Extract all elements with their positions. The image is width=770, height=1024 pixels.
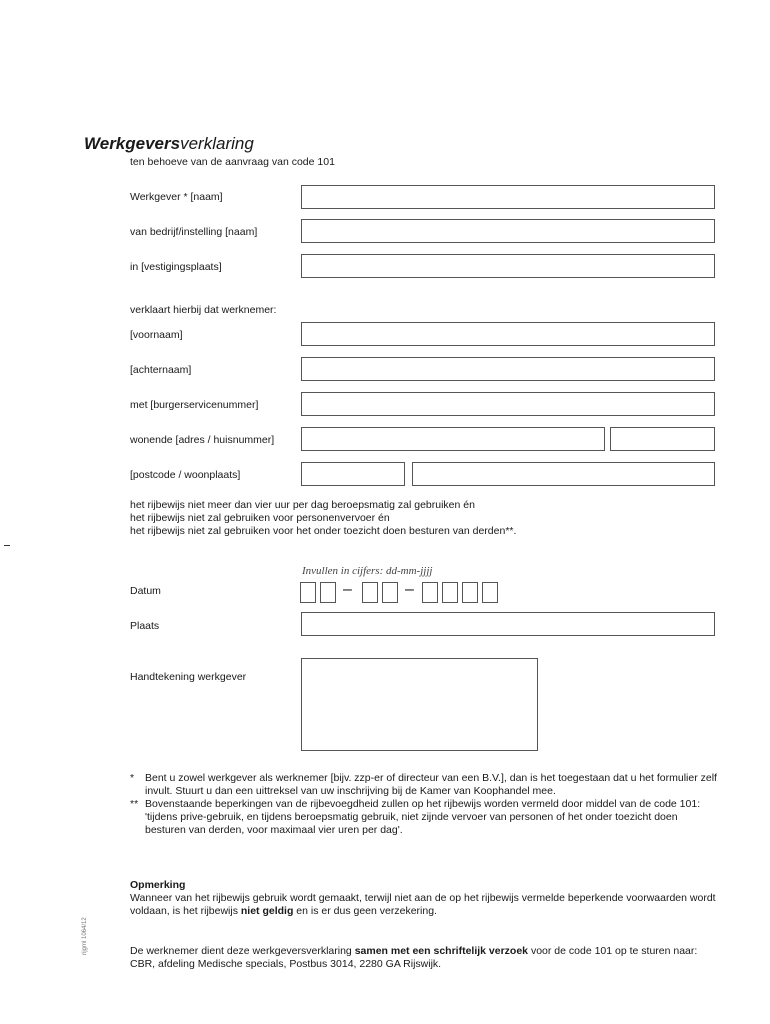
employer-name-field[interactable] [301,185,715,209]
bsn-field[interactable] [301,392,715,416]
place-label: Plaats [130,620,160,632]
postcode-city-label: [postcode / woonplaats] [130,469,241,481]
submission-instruction [130,945,720,971]
employer-name-label: Werkgever * [naam] [130,191,223,203]
signature-box[interactable] [301,658,538,751]
page-title [84,134,254,154]
date-year-digit-2[interactable] [442,582,458,603]
postcode-field[interactable] [301,462,405,486]
date-separator-1: – [343,581,352,598]
date-year-digit-3[interactable] [462,582,478,603]
remark-section [130,879,720,918]
remark-heading: Opmerking [130,879,186,891]
footnote-mark-1: * [130,772,135,784]
subtitle: ten behoeve van de aanvraag van code 101 [130,156,335,168]
margin-mark [4,545,10,546]
company-name-label: van bedrijf/instelling [naam] [130,226,258,238]
remark-bold: niet geldig [240,905,294,917]
footnote-text-2: Bovenstaande beperkingen van de rijbevoegdheid zullen op het rijbewijs worden vermeld door middel van de code 101: 'tijdens prive-gebruik, en tijdens beroepsmatig gebruik, niet zijnde vervoer van personen of het onder toezicht doen besturen van derden, voor maximaal vier uren per dag'. [145,798,701,836]
statement-3: het rijbewijs niet zal gebruiken voor het onder toezicht doen besturen van derden**. [130,525,517,537]
first-name-field[interactable] [301,322,715,346]
footnote-mark-2: ** [130,798,139,810]
date-month-digit-2[interactable] [382,582,398,603]
date-month-digit-1[interactable] [362,582,378,603]
footnote-2 [130,798,720,837]
form-code: rijgml 1064/12 [82,917,88,955]
date-format-hint: Invullen in cijfers: dd-mm-jjjj [302,565,433,577]
remark-text-after: en is er dus geen verzekering. [293,905,437,917]
declares-text: verklaart hierbij dat werknemer: [130,304,277,316]
location-field[interactable] [301,254,715,278]
footnote-1 [130,772,720,798]
date-day-digit-2[interactable] [320,582,336,603]
remark-text [130,892,720,918]
first-name-label: [voornaam] [130,329,183,341]
statement-2: het rijbewijs niet zal gebruiken voor personenvervoer én [130,512,390,524]
date-separator-2: – [405,581,414,598]
address-field[interactable] [301,427,605,451]
last-name-label: [achternaam] [130,364,192,376]
date-label: Datum [130,585,161,597]
date-year-digit-1[interactable] [422,582,438,603]
date-year-digit-4[interactable] [482,582,498,603]
house-number-field[interactable] [610,427,715,451]
final-bold: samen met een schriftelijk verzoek [354,945,529,957]
last-name-field[interactable] [301,357,715,381]
company-name-field[interactable] [301,219,715,243]
address-label: wonende [adres / huisnummer] [130,434,275,446]
city-field[interactable] [412,462,715,486]
final-text-before: De werknemer dient deze werkgeversverklaring [130,945,355,957]
statement-1: het rijbewijs niet meer dan vier uur per dag beroepsmatig zal gebruiken én [130,499,475,511]
signature-label: Handtekening werkgever [130,671,247,683]
title-rest: verklaring [180,134,254,153]
footnote-text-1: Bent u zowel werkgever als werknemer [bijv. zzp-er of directeur van een B.V.], dan is het toegestaan dat u het formulier zelf invult. Stuurt u dan een uittreksel van uw inschrijving bij de Kamer van Koophandel mee. [145,772,717,797]
remark-text-before: Wanneer van het rijbewijs gebruik wordt gemaakt, terwijl niet aan de op het rijbewijs vermelde beperkende voorwaarden wordt voldaan, is het rijbewijs [130,892,716,917]
footnotes [130,772,720,837]
location-label: in [vestigingsplaats] [130,261,222,273]
title-bold: Werkgevers [84,134,181,153]
date-day-digit-1[interactable] [300,582,316,603]
bsn-label: met [burgerservicenummer] [130,399,259,411]
final-text-after: voor de code 101 op te sturen naar: CBR, afdeling Medische specials, Postbus 3014, 2280 GA Rijswijk. [130,945,698,970]
place-field[interactable] [301,612,715,636]
